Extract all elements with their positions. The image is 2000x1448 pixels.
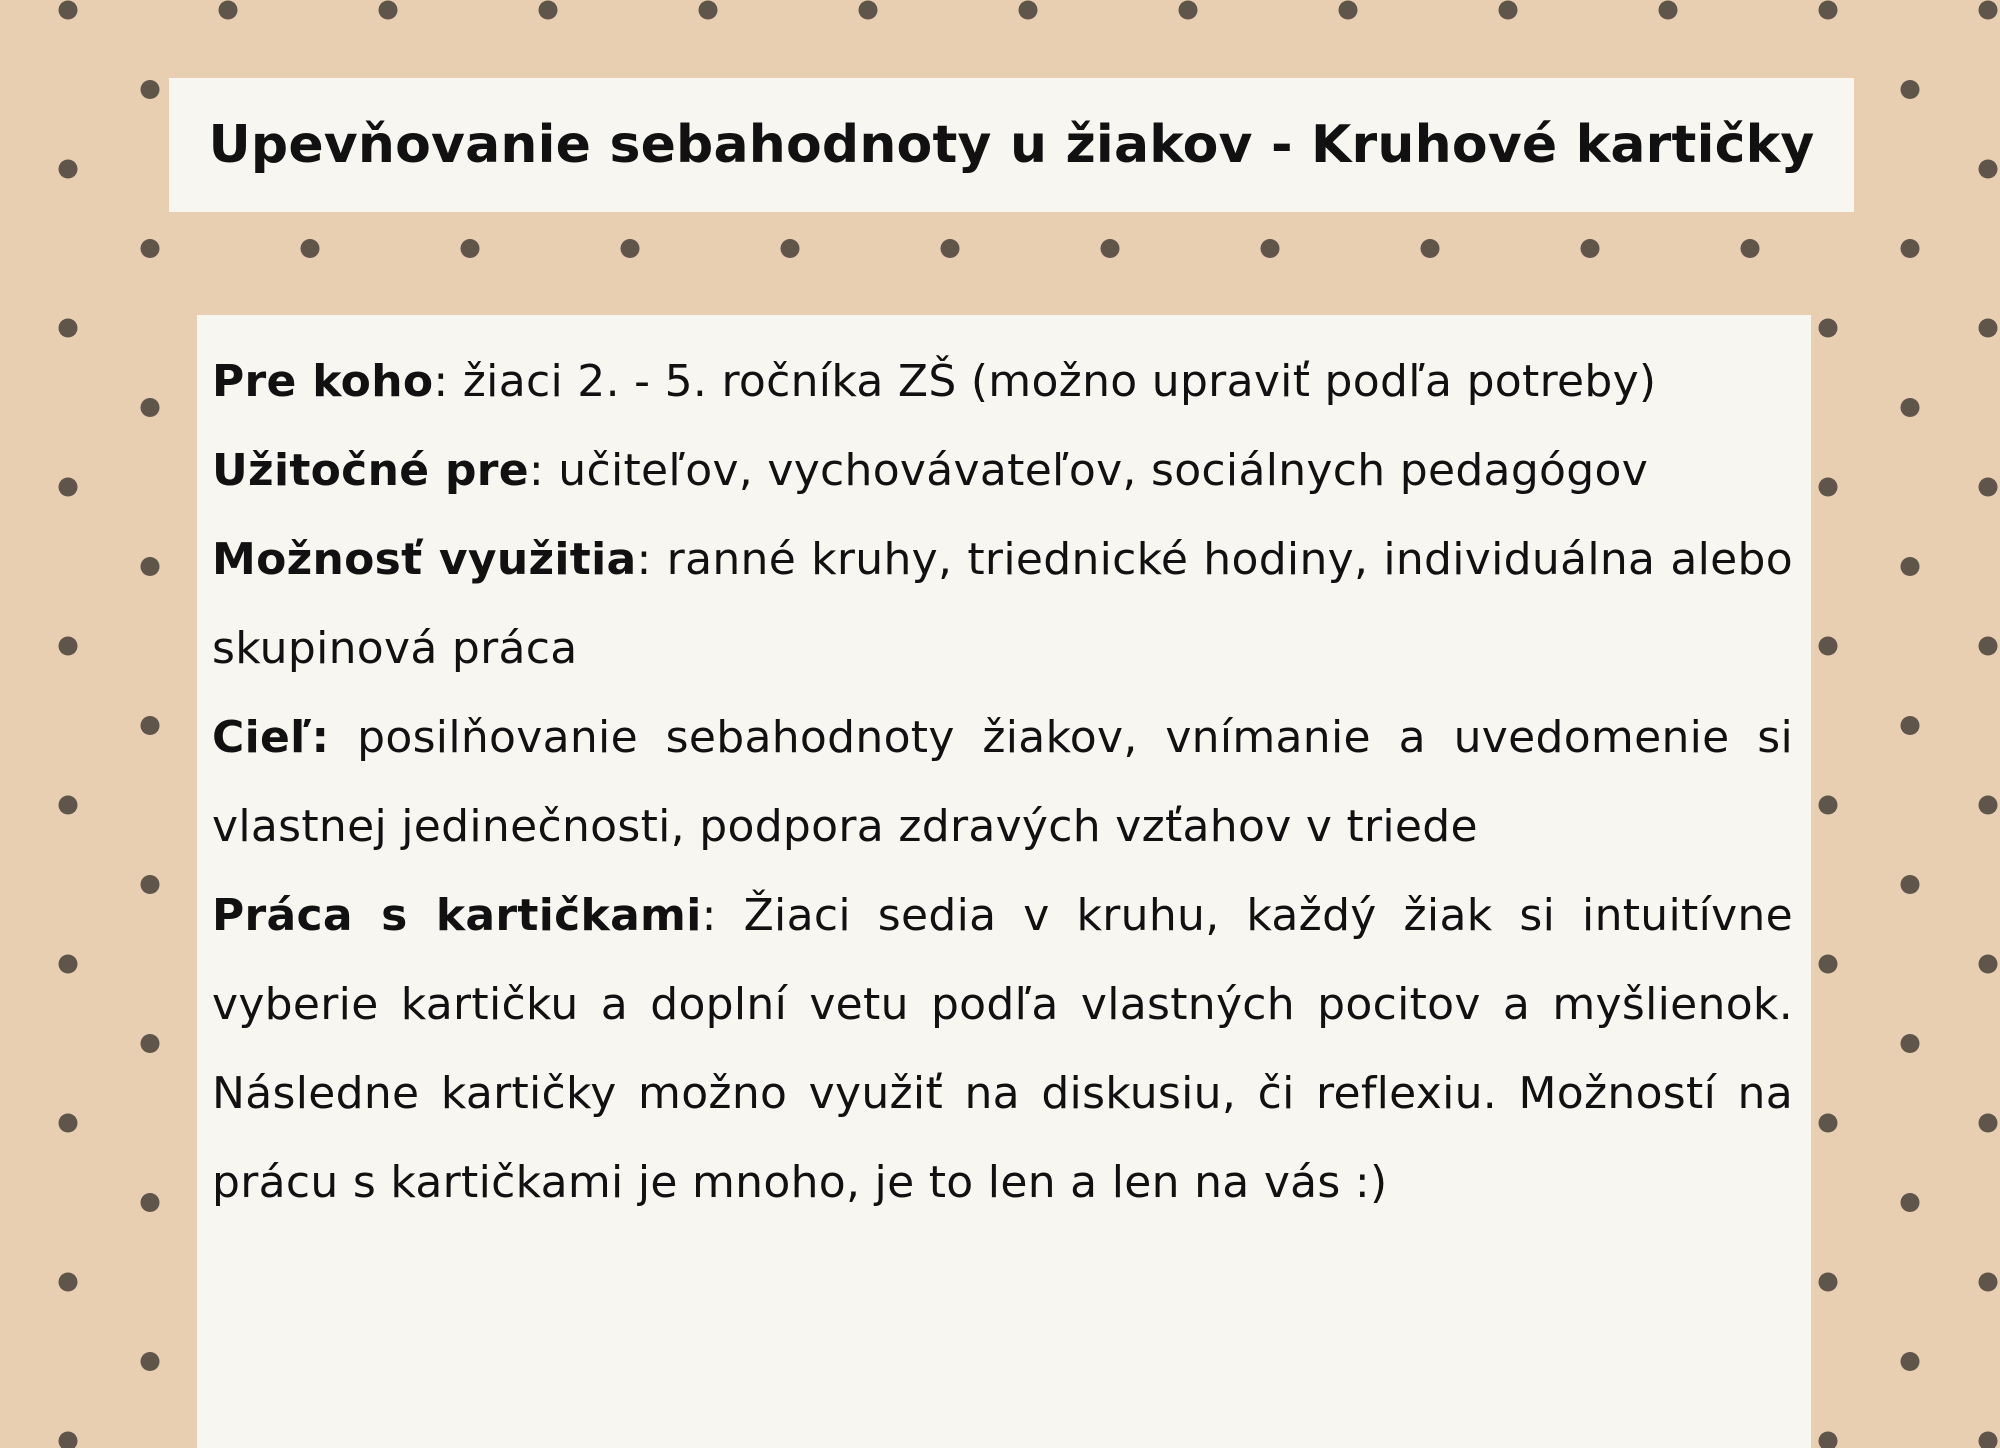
background-dot [141,875,160,894]
background-dot [141,1034,160,1053]
page-title: Upevňovanie sebahodnoty u žiakov - Kruhové kartičky [208,115,1815,175]
background-dot [1979,1,1998,20]
card-work-text: Žiaci sedia v kruhu, každý žiak si intuitívne vyberie kartičku a doplní vetu podľa vlastných pocitov a myšlienok. Následne kartičky možno využiť na diskusiu, či reflexiu. Možností na prácu s kartičkami je mnoho, je to len a len na vás :) [212,890,1793,1208]
usage-options-label: Možnosť využitia [212,534,637,585]
card-work-separator: : [701,890,717,941]
goal-paragraph [212,693,1793,871]
background-dot [781,239,800,258]
background-dot [1979,796,1998,815]
background-dot [219,1,238,20]
background-dot [141,557,160,576]
card-work-label: Práca s kartičkami [212,890,702,941]
background-dot [59,160,78,179]
background-dot [539,1,558,20]
background-dot [141,1352,160,1371]
background-dot [1581,239,1600,258]
background-dot [1901,1352,1920,1371]
background-dot [59,637,78,656]
background-dot [1261,239,1280,258]
background-dot [1819,478,1838,497]
background-dot [1979,1114,1998,1133]
card-work-paragraph [212,871,1793,1227]
background-dot [59,319,78,338]
background-dot [59,796,78,815]
background-dot [1819,637,1838,656]
background-dot [1421,239,1440,258]
background-dot [1499,1,1518,20]
useful-for-separator: : [528,445,545,496]
target-audience-label: Pre koho [212,356,434,407]
background-dot [1979,160,1998,179]
background-dot [1101,239,1120,258]
background-dot [1979,319,1998,338]
background-dot [1819,319,1838,338]
background-dot [1901,80,1920,99]
goal-text: posilňovanie sebahodnoty žiakov, vnímanie a uvedomenie si vlastnej jedinečnosti, podpora zdravých vzťahov v triede [212,712,1793,852]
background-dot [1901,875,1920,894]
background-dot [1901,716,1920,735]
background-dot [1979,637,1998,656]
background-dot [379,1,398,20]
background-dot [1819,796,1838,815]
background-dot [1901,1193,1920,1212]
background-dot [461,239,480,258]
target-audience-text: žiaci 2. - 5. ročníka ZŠ (možno upraviť podľa potreby) [448,356,1657,407]
background-dot [59,1,78,20]
useful-for-paragraph [212,426,1793,515]
background-dot [1979,1273,1998,1292]
background-dot [1901,239,1920,258]
background-dot [1819,1,1838,20]
background-dot [1819,1114,1838,1133]
background-dot [859,1,878,20]
usage-options-paragraph [212,515,1793,693]
background-dot [1901,398,1920,417]
usage-options-separator: : [636,534,652,585]
background-dot [1901,1034,1920,1053]
background-dot [1819,1273,1838,1292]
background-dot [141,239,160,258]
background-dot [1179,1,1198,20]
background-dot [1339,1,1358,20]
background-dot [1819,955,1838,974]
background-dot [1741,239,1760,258]
background-dot [1901,557,1920,576]
background-dot [1819,1432,1838,1448]
title-panel [169,78,1854,212]
background-dot [1019,1,1038,20]
background-dot [941,239,960,258]
target-audience-separator: : [433,356,449,407]
goal-label: Cieľ: [212,712,330,763]
background-dot [699,1,718,20]
background-dot [59,955,78,974]
background-dot [141,716,160,735]
useful-for-label: Užitočné pre [212,445,529,496]
background-dot [141,398,160,417]
background-dot [59,1114,78,1133]
useful-for-text: učiteľov, vychovávateľov, sociálnych pedagógov [544,445,1649,496]
background-dot [621,239,640,258]
background-dot [1979,478,1998,497]
background-dot [1979,1432,1998,1448]
background-dot [1979,955,1998,974]
background-dot [1659,1,1678,20]
background-dot [59,1273,78,1292]
background-dot [141,1193,160,1212]
usage-options-text: ranné kruhy, triednické hodiny, individuálna alebo skupinová práca [212,534,1793,674]
background-dot [59,478,78,497]
target-audience-paragraph [212,337,1793,426]
background-dot [141,80,160,99]
background-dot [301,239,320,258]
info-panel [197,315,1811,1448]
background-dot [59,1432,78,1448]
